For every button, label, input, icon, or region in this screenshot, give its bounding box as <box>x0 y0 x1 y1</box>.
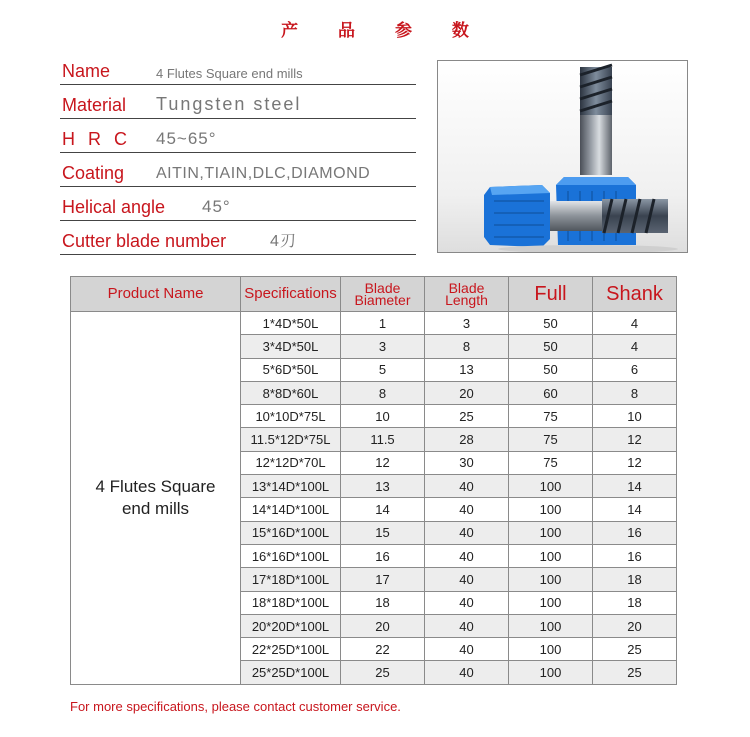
cell-shank: 18 <box>593 568 677 591</box>
end-mill-illustration <box>438 61 688 253</box>
cell-full: 100 <box>509 544 593 567</box>
cell-specification: 1*4D*50L <box>241 312 341 335</box>
cell-specification: 25*25D*100L <box>241 661 341 684</box>
cell-blade-length: 25 <box>425 405 509 428</box>
cell-blade-diameter: 14 <box>341 498 425 521</box>
cell-shank: 25 <box>593 638 677 661</box>
header-blade-diameter <box>341 277 425 312</box>
cell-blade-length: 40 <box>425 591 509 614</box>
spec-row-helical-angle <box>60 188 416 221</box>
cell-blade-length: 13 <box>425 358 509 381</box>
cell-blade-length: 40 <box>425 521 509 544</box>
cell-shank: 8 <box>593 381 677 404</box>
table-row <box>71 312 677 335</box>
spec-label: H R C <box>62 129 131 149</box>
table-header-row <box>71 277 677 312</box>
cell-blade-diameter: 12 <box>341 451 425 474</box>
spec-value: 4 Flutes Square end mills <box>156 66 303 81</box>
cell-blade-length: 30 <box>425 451 509 474</box>
cell-specification: 17*18D*100L <box>241 568 341 591</box>
spec-row-hrc <box>60 120 416 153</box>
cell-specification: 22*25D*100L <box>241 638 341 661</box>
cell-blade-length: 8 <box>425 335 509 358</box>
cell-blade-diameter: 8 <box>341 381 425 404</box>
spec-value: Tungsten steel <box>156 94 302 114</box>
cell-specification: 5*6D*50L <box>241 358 341 381</box>
spec-label: Cutter blade number <box>62 231 227 251</box>
spec-row-name <box>60 52 416 85</box>
cell-full: 50 <box>509 335 593 358</box>
cell-specification: 8*8D*60L <box>241 381 341 404</box>
spec-label: Coating <box>62 163 125 183</box>
cell-shank: 4 <box>593 312 677 335</box>
cell-specification: 13*14D*100L <box>241 475 341 498</box>
spec-row-material <box>60 86 416 119</box>
cell-full: 60 <box>509 381 593 404</box>
cell-blade-diameter: 13 <box>341 475 425 498</box>
cell-full: 100 <box>509 638 593 661</box>
cell-blade-diameter: 5 <box>341 358 425 381</box>
cell-blade-diameter: 22 <box>341 638 425 661</box>
cell-blade-length: 40 <box>425 638 509 661</box>
spec-table <box>70 276 677 685</box>
cell-full: 100 <box>509 614 593 637</box>
cell-blade-length: 40 <box>425 568 509 591</box>
header-shank: Shank <box>593 277 677 312</box>
header-blade-length <box>425 277 509 312</box>
spec-label: Material <box>62 95 127 115</box>
cell-blade-length: 40 <box>425 544 509 567</box>
cell-full: 100 <box>509 591 593 614</box>
cell-blade-diameter: 1 <box>341 312 425 335</box>
cell-blade-length: 20 <box>425 381 509 404</box>
spec-value: 45° <box>202 197 231 216</box>
cell-blade-diameter: 15 <box>341 521 425 544</box>
cell-full: 100 <box>509 661 593 684</box>
cell-blade-length: 40 <box>425 475 509 498</box>
cell-blade-length: 40 <box>425 498 509 521</box>
cell-blade-diameter: 17 <box>341 568 425 591</box>
cell-shank: 10 <box>593 405 677 428</box>
cell-blade-diameter: 16 <box>341 544 425 567</box>
cell-shank: 12 <box>593 451 677 474</box>
cell-blade-length: 3 <box>425 312 509 335</box>
spec-value: 45~65° <box>156 129 217 148</box>
header-product-name: Product Name <box>71 277 241 312</box>
header-blade-length-label: Blade Length <box>445 280 488 308</box>
cell-shank: 6 <box>593 358 677 381</box>
cell-full: 100 <box>509 498 593 521</box>
cell-specification: 3*4D*50L <box>241 335 341 358</box>
cell-blade-length: 40 <box>425 614 509 637</box>
cell-full: 75 <box>509 428 593 451</box>
cell-blade-diameter: 18 <box>341 591 425 614</box>
header-full: Full <box>509 277 593 312</box>
cell-full: 75 <box>509 405 593 428</box>
footer-note: For more specifications, please contact customer service. <box>70 699 401 714</box>
cell-shank: 14 <box>593 475 677 498</box>
product-photo <box>437 60 688 253</box>
spec-row-coating <box>60 154 416 187</box>
cell-full: 100 <box>509 475 593 498</box>
cell-blade-length: 28 <box>425 428 509 451</box>
cell-blade-diameter: 20 <box>341 614 425 637</box>
cell-specification: 15*16D*100L <box>241 521 341 544</box>
header-specifications: Specifications <box>241 277 341 312</box>
cell-shank: 20 <box>593 614 677 637</box>
cell-specification: 14*14D*100L <box>241 498 341 521</box>
product-name-cell <box>71 312 241 685</box>
cell-shank: 16 <box>593 521 677 544</box>
cell-shank: 18 <box>593 591 677 614</box>
cell-full: 50 <box>509 312 593 335</box>
cell-specification: 12*12D*70L <box>241 451 341 474</box>
cell-specification: 18*18D*100L <box>241 591 341 614</box>
spec-label: Name <box>62 61 111 81</box>
cell-blade-diameter: 11.5 <box>341 428 425 451</box>
cell-shank: 16 <box>593 544 677 567</box>
spec-value: AITIN,TIAIN,DLC,DIAMOND <box>156 165 371 182</box>
cell-specification: 11.5*12D*75L <box>241 428 341 451</box>
cell-specification: 16*16D*100L <box>241 544 341 567</box>
cell-blade-diameter: 10 <box>341 405 425 428</box>
cell-specification: 20*20D*100L <box>241 614 341 637</box>
cell-full: 100 <box>509 521 593 544</box>
header-blade-diameter-label: Blade Biameter <box>354 280 411 308</box>
cell-blade-diameter: 3 <box>341 335 425 358</box>
cell-shank: 14 <box>593 498 677 521</box>
cell-full: 75 <box>509 451 593 474</box>
cell-shank: 25 <box>593 661 677 684</box>
cell-full: 100 <box>509 568 593 591</box>
cell-blade-diameter: 25 <box>341 661 425 684</box>
spec-label: Helical angle <box>62 197 166 217</box>
product-name-text: 4 Flutes Square end mills <box>95 476 216 518</box>
cell-shank: 12 <box>593 428 677 451</box>
spec-value: 4刃 <box>270 233 297 250</box>
cell-full: 50 <box>509 358 593 381</box>
cell-blade-length: 40 <box>425 661 509 684</box>
cell-shank: 4 <box>593 335 677 358</box>
spec-row-blade-number <box>60 222 416 255</box>
cell-specification: 10*10D*75L <box>241 405 341 428</box>
page-title: 产 品 参 数 <box>281 21 486 41</box>
